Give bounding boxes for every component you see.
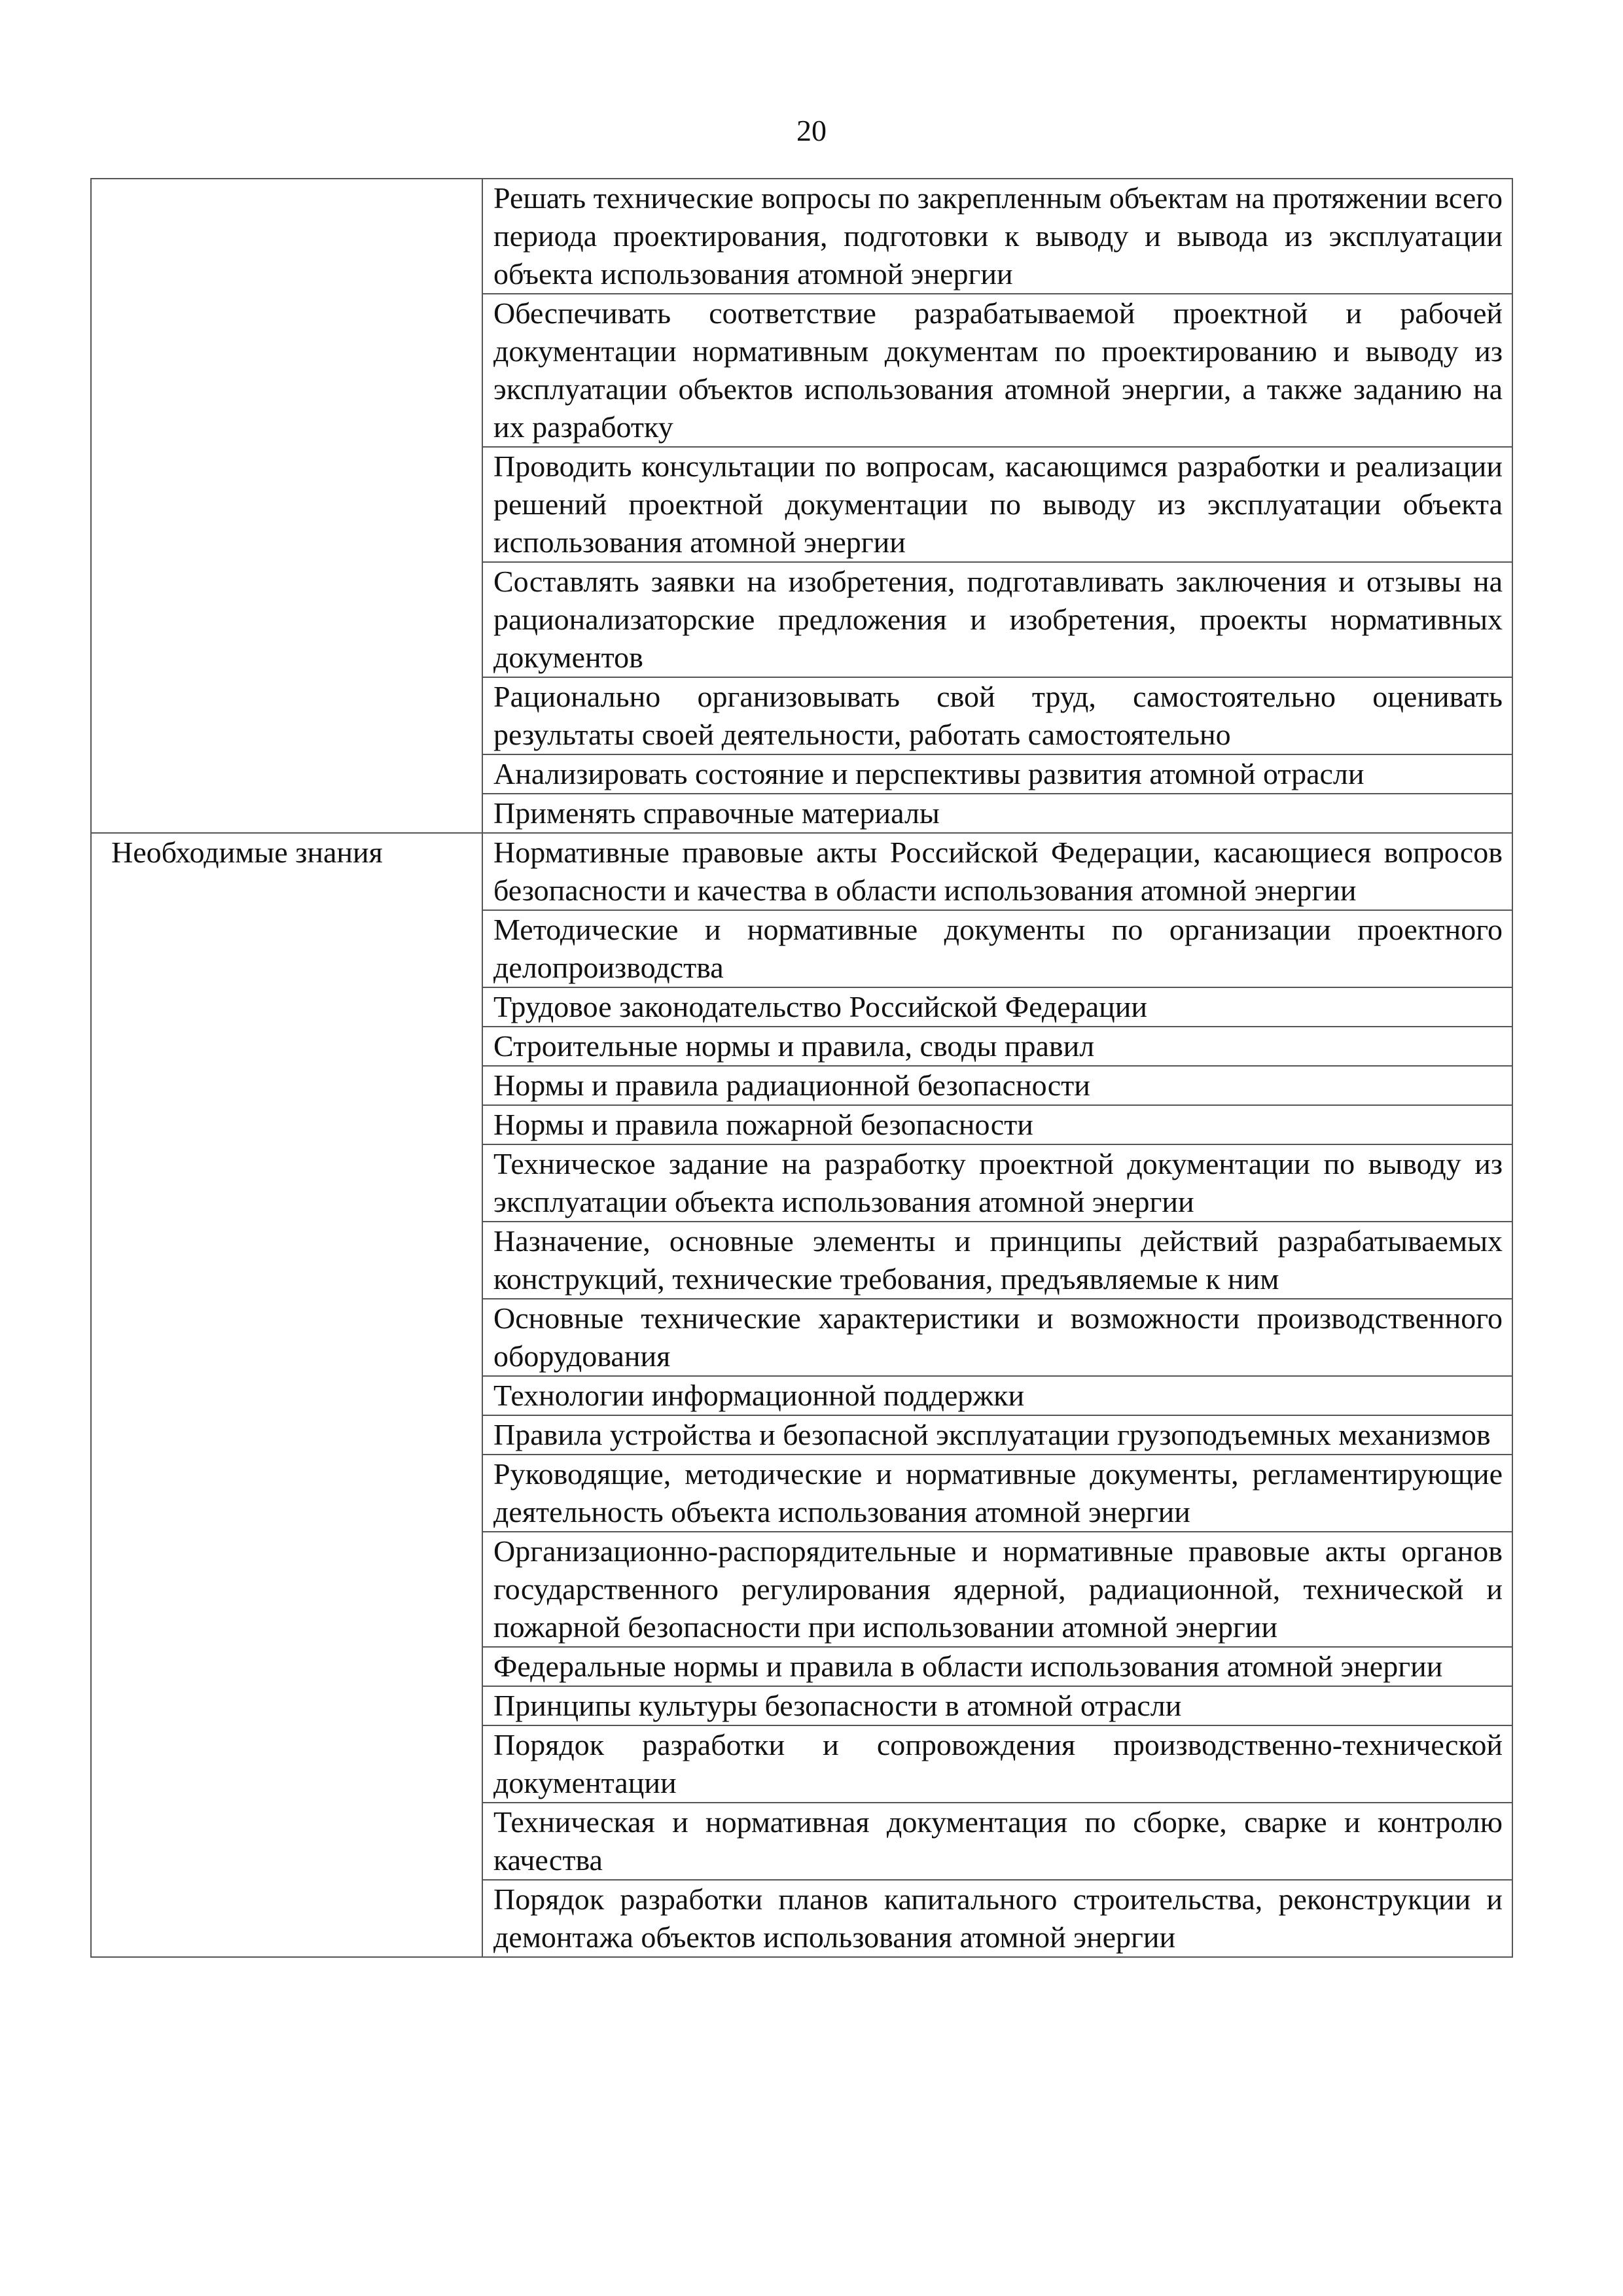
knowledge-item: Порядок разработки и сопровождения производственно-технической документации bbox=[482, 1725, 1512, 1803]
knowledge-item: Руководящие, методические и нормативные документы, регламентирующие деятельность объекта использования атомной энергии bbox=[482, 1455, 1512, 1532]
knowledge-item: Техническая и нормативная документация по сборке, сварке и контролю качества bbox=[482, 1803, 1512, 1880]
knowledge-item: Техническое задание на разработку проектной документации по выводу из эксплуатации объекта использования атомной энергии bbox=[482, 1144, 1512, 1222]
requirements-table bbox=[90, 178, 1513, 1958]
skill-item: Анализировать состояние и перспективы развития атомной отрасли bbox=[482, 754, 1512, 794]
knowledge-item: Нормы и правила радиационной безопасности bbox=[482, 1066, 1512, 1105]
knowledge-item: Организационно-распорядительные и нормативные правовые акты органов государственного регулирования ядерной, радиационной, технической и пожарной безопасности при использовании атомной энергии bbox=[482, 1532, 1512, 1647]
skill-item: Применять справочные материалы bbox=[482, 794, 1512, 833]
knowledge-label: Необходимые знания bbox=[91, 833, 482, 1957]
knowledge-item: Принципы культуры безопасности в атомной отрасли bbox=[482, 1686, 1512, 1725]
skill-item: Проводить консультации по вопросам, касающимся разработки и реализации решений проектной документации по выводу из эксплуатации объекта использования атомной энергии bbox=[482, 447, 1512, 562]
table-row bbox=[91, 179, 1512, 294]
page-number: 20 bbox=[796, 114, 827, 147]
knowledge-item: Нормативные правовые акты Российской Федерации, касающиеся вопросов безопасности и качества в области использования атомной энергии bbox=[482, 833, 1512, 910]
knowledge-item: Порядок разработки планов капитального строительства, реконструкции и демонтажа объектов использования атомной энергии bbox=[482, 1880, 1512, 1957]
skill-item: Обеспечивать соответствие разрабатываемой проектной и рабочей документации нормативным документам по проектированию и выводу из эксплуатации объектов использования атомной энергии, а также заданию на их разработку bbox=[482, 294, 1512, 447]
knowledge-item: Нормы и правила пожарной безопасности bbox=[482, 1105, 1512, 1144]
knowledge-item: Трудовое законодательство Российской Федерации bbox=[482, 987, 1512, 1027]
knowledge-item: Методические и нормативные документы по организации проектного делопроизводства bbox=[482, 910, 1512, 987]
knowledge-item: Технологии информационной поддержки bbox=[482, 1376, 1512, 1415]
knowledge-item: Основные технические характеристики и возможности производственного оборудования bbox=[482, 1299, 1512, 1376]
skill-item: Составлять заявки на изобретения, подготавливать заключения и отзывы на рационализаторские предложения и изобретения, проекты нормативных документов bbox=[482, 562, 1512, 677]
skill-item: Рационально организовывать свой труд, самостоятельно оценивать результаты своей деятельности, работать самостоятельно bbox=[482, 677, 1512, 754]
knowledge-item: Строительные нормы и правила, своды правил bbox=[482, 1027, 1512, 1066]
knowledge-item: Федеральные нормы и правила в области использования атомной энергии bbox=[482, 1647, 1512, 1686]
skills-label-cell bbox=[91, 179, 482, 833]
knowledge-item: Назначение, основные элементы и принципы действий разрабатываемых конструкций, технические требования, предъявляемые к ним bbox=[482, 1222, 1512, 1299]
table-row bbox=[91, 833, 1512, 910]
knowledge-item: Правила устройства и безопасной эксплуатации грузоподъемных механизмов bbox=[482, 1415, 1512, 1455]
skill-item: Решать технические вопросы по закрепленным объектам на протяжении всего периода проектирования, подготовки к выводу и вывода из эксплуатации объекта использования атомной энергии bbox=[482, 179, 1512, 294]
